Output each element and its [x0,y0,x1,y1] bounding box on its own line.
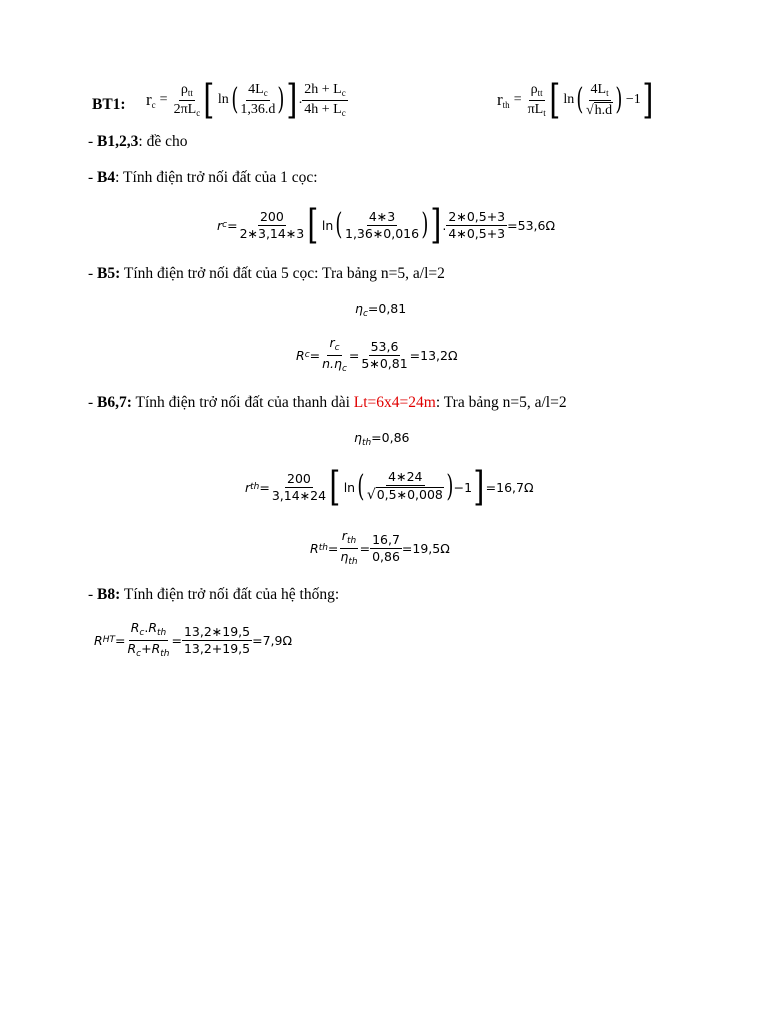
equation-Rc: R c = $\frac{r_c}{n.\eta_c}$ = $\frac{53,6}{5∗0,81}$ =13,2Ω [296,334,458,374]
equation-eta-c: $\eta_c=0,81$ [355,301,407,319]
bt1-label: BT1: [92,96,126,113]
formula-rc-general: $r_c$ = $\rho_{tt}$ $2\pi L_c$ [ ln ( $4L_c$ 1,36.d ) ] . $2h + L_c$ $4h + L_c$ [146,77,346,123]
equation-eta-th: $\eta_{th}=0,86$ [354,430,410,448]
formula-rth-general: $r_{th}$ = $\rho_{tt}$ $\pi L_t$ [ ln ( $4L_t$ √h.d ) −1 ] [497,77,654,123]
equation-rth: r th = $\frac{200}{3,14∗24}$ [ ln ( 4∗24 √0,5∗0,008 ) −1 ] =16,7Ω [245,464,534,510]
line-b5: - B5: Tính điện trở nối đất của 5 cọc: Tra bảng n=5, a/l=2 [88,265,445,282]
equation-RHT: R HT = $R_c.R_{th}$ $R_c+R_{th}$ = $\frac{13,2∗19,5}{13,2+19,5}$ =7,9Ω [94,619,293,659]
line-b8: - B8: Tính điện trở nối đất của hệ thống: [88,586,340,603]
line-b4: - B4: Tính điện trở nối đất của 1 cọc: [88,169,318,186]
equation-Rth: R th = $r_{th}$ $\eta_{th}$ = $\frac{16,7}{0,86}$ =19,5Ω [310,527,450,567]
line-b67: - B6,7: Tính điện trở nối đất của thanh dài Lt=6x4=24m: Tra bảng n=5, a/l=2 [88,394,567,411]
equation-b4: r c = $\frac{200}{2∗3,14∗3}$ [ ln ( 4∗3 1,36∗0,016 ) ] . $\frac{2∗0,5+3}{4∗0,5+3}$ =53,6Ω [217,202,555,248]
length-highlight: Lt=6x4=24m [353,394,436,411]
line-b123: - B1,2,3: đề cho [88,133,188,150]
